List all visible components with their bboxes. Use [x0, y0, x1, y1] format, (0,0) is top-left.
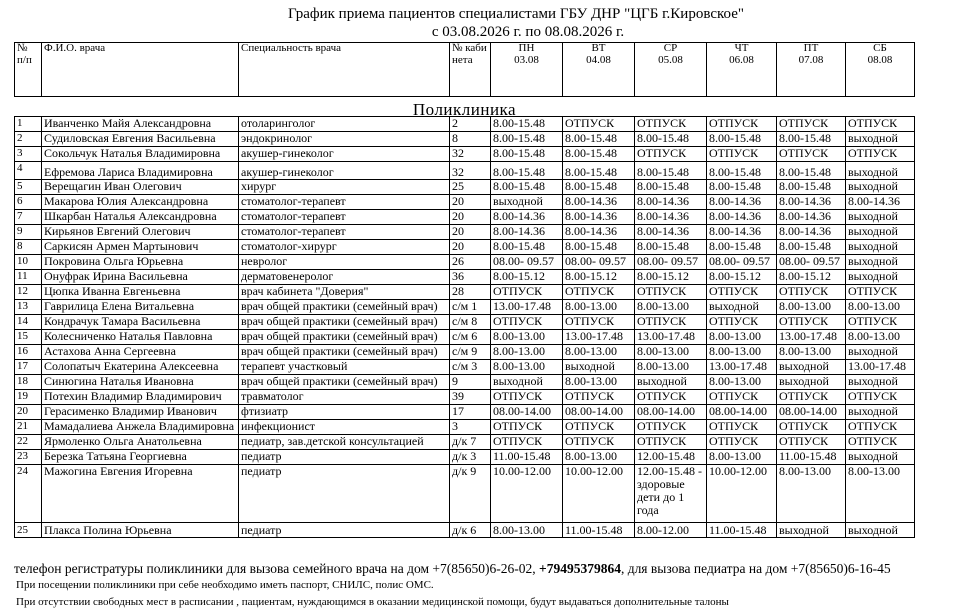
day-schedule: выходной [707, 300, 777, 315]
day-schedule: 8.00-15.48 [707, 180, 777, 195]
day-schedule: ОТПУСК [491, 285, 563, 300]
day-schedule: 8.00-15.48 [563, 132, 635, 147]
day-schedule: 8.00-15.48 [777, 132, 846, 147]
header-spec: Специальность врача [239, 43, 450, 97]
day-schedule: 8.00-15.48 [707, 132, 777, 147]
row-number: 16 [15, 345, 42, 360]
row-number: 25 [15, 523, 42, 538]
row-number: 20 [15, 405, 42, 420]
day-schedule: ОТПУСК [707, 315, 777, 330]
day-schedule: 8.00-15.12 [777, 270, 846, 285]
section-row [15, 97, 915, 117]
day-schedule: ОТПУСК [777, 117, 846, 132]
day-schedule: ОТПУСК [707, 435, 777, 450]
schedule-title: График приема пациентов специалистами ГБУ ДНР "ЦГБ г.Кировское" [288, 6, 744, 22]
doctor-name: Онуфрак Ирина Васильевна [42, 270, 239, 285]
day-schedule: 8.00-12.00 [635, 523, 707, 538]
doctor-specialty: эндокринолог [239, 132, 450, 147]
schedule-table [14, 42, 915, 538]
room-number: 9 [450, 375, 491, 390]
doctor-name: Саркисян Армен Мартынович [42, 240, 239, 255]
table-row [15, 360, 915, 375]
doctor-specialty: врач общей практики (семейный врач) [239, 300, 450, 315]
day-schedule: 8.00-15.48 [635, 240, 707, 255]
day-schedule: 8.00-13.00 [707, 375, 777, 390]
day-schedule: 13.00-17.48 [707, 360, 777, 375]
doctor-specialty: стоматолог-хирург [239, 240, 450, 255]
day-schedule: ОТПУСК [563, 390, 635, 405]
day-schedule: выходной [846, 255, 915, 270]
day-schedule: 8.00-15.12 [491, 270, 563, 285]
table-header-row [15, 43, 915, 97]
day-schedule: 8.00-15.48 [491, 117, 563, 132]
day-schedule: 8.00-13.00 [563, 345, 635, 360]
day-schedule: выходной [491, 375, 563, 390]
doctor-name: Мажогина Евгения Игоревна [42, 465, 239, 523]
table-row [15, 405, 915, 420]
day-schedule: 11.00-15.48 [777, 450, 846, 465]
header-day-fri: ПТ 07.08 [777, 43, 846, 97]
row-number: 23 [15, 450, 42, 465]
day-schedule: 8.00-14.36 [563, 195, 635, 210]
doctor-specialty: врач общей практики (семейный врач) [239, 330, 450, 345]
day-schedule: 8.00-14.36 [777, 210, 846, 225]
doctor-specialty: врач общей практики (семейный врач) [239, 375, 450, 390]
day-schedule: 8.00-15.12 [707, 270, 777, 285]
day-schedule: 8.00-14.36 [777, 195, 846, 210]
row-number: 1 [15, 117, 42, 132]
doctor-specialty: врач кабинета "Доверия" [239, 285, 450, 300]
day-schedule: ОТПУСК [563, 285, 635, 300]
day-schedule: 8.00-14.36 [635, 210, 707, 225]
day-schedule: ОТПУСК [635, 315, 707, 330]
day-schedule: ОТПУСК [846, 285, 915, 300]
day-schedule: 8.00-15.48 [777, 240, 846, 255]
day-schedule: 12.00-15.48 [635, 450, 707, 465]
day-schedule: ОТПУСК [846, 147, 915, 162]
day-schedule: 13.00-17.48 [777, 330, 846, 345]
day-schedule: ОТПУСК [491, 390, 563, 405]
day-schedule: 08.00-14.00 [563, 405, 635, 420]
day-schedule: 8.00-15.48 [707, 240, 777, 255]
row-number: 24 [15, 465, 42, 523]
day-schedule: ОТПУСК [563, 315, 635, 330]
day-schedule: 8.00-13.00 [777, 345, 846, 360]
day-schedule: 8.00-15.48 [635, 180, 707, 195]
day-schedule: 8.00-15.12 [563, 270, 635, 285]
day-schedule: 8.00-15.48 [491, 162, 563, 180]
doctor-name: Синюгина Наталья Ивановна [42, 375, 239, 390]
doctor-name: Солопатыч Екатерина Алексеевна [42, 360, 239, 375]
row-number: 18 [15, 375, 42, 390]
doctor-name: Кирьянов Евгений Олегович [42, 225, 239, 240]
table-row [15, 523, 915, 538]
doctor-specialty: инфекционист [239, 420, 450, 435]
doctor-name: Астахова Анна Сергеевна [42, 345, 239, 360]
day-schedule: 8.00-14.36 [635, 225, 707, 240]
day-schedule: 8.00-14.36 [707, 225, 777, 240]
day-schedule: 8.00-14.36 [707, 195, 777, 210]
day-schedule: выходной [635, 375, 707, 390]
room-number: 28 [450, 285, 491, 300]
doctor-name: Мамадалиева Анжела Владимировна [42, 420, 239, 435]
room-number: с/м 1 [450, 300, 491, 315]
day-schedule: выходной [846, 240, 915, 255]
header-num: № п/п [15, 43, 42, 97]
doctor-name: Сокольчук Наталья Владимировна [42, 147, 239, 162]
room-number: 26 [450, 255, 491, 270]
table-row [15, 420, 915, 435]
doctor-specialty: акушер-гинеколог [239, 147, 450, 162]
doctor-name: Цюпка Иванна Евгеньевна [42, 285, 239, 300]
day-schedule: 8.00-15.48 [491, 132, 563, 147]
day-schedule: 08.00- 09.57 [635, 255, 707, 270]
day-schedule: 8.00-15.48 [707, 162, 777, 180]
day-schedule: ОТПУСК [846, 117, 915, 132]
day-schedule: выходной [846, 345, 915, 360]
day-schedule: ОТПУСК [707, 117, 777, 132]
day-schedule: ОТПУСК [635, 420, 707, 435]
day-schedule: ОТПУСК [635, 390, 707, 405]
room-number: 39 [450, 390, 491, 405]
row-number: 4 [15, 162, 42, 180]
header-day-thu: ЧТ 06.08 [707, 43, 777, 97]
day-schedule: 8.00-13.00 [707, 345, 777, 360]
day-schedule: 08.00-14.00 [707, 405, 777, 420]
doctor-specialty: терапевт участковый [239, 360, 450, 375]
table-row [15, 465, 915, 523]
room-number: д/к 7 [450, 435, 491, 450]
table-row [15, 270, 915, 285]
day-schedule: выходной [846, 375, 915, 390]
doctor-name: Плакса Полина Юрьевна [42, 523, 239, 538]
day-schedule: ОТПУСК [777, 435, 846, 450]
day-schedule: 8.00-15.48 [563, 240, 635, 255]
day-schedule: 12.00-15.48 - здоровые дети до 1 года [635, 465, 707, 523]
day-schedule: 8.00-13.00 [707, 450, 777, 465]
day-schedule: 10.00-12.00 [563, 465, 635, 523]
day-schedule: выходной [846, 132, 915, 147]
day-schedule: ОТПУСК [491, 315, 563, 330]
day-schedule: 8.00-13.00 [563, 375, 635, 390]
day-schedule: выходной [846, 180, 915, 195]
table-row [15, 162, 915, 180]
day-schedule: ОТПУСК [563, 435, 635, 450]
room-number: 25 [450, 180, 491, 195]
doctor-name: Колесниченко Наталья Павловна [42, 330, 239, 345]
day-schedule: 8.00-14.36 [563, 225, 635, 240]
row-number: 14 [15, 315, 42, 330]
room-number: д/к 9 [450, 465, 491, 523]
day-schedule: ОТПУСК [491, 420, 563, 435]
row-number: 12 [15, 285, 42, 300]
day-schedule: ОТПУСК [777, 420, 846, 435]
day-schedule: 8.00-13.00 [777, 300, 846, 315]
day-schedule: 8.00-13.00 [491, 330, 563, 345]
day-schedule: 11.00-15.48 [563, 523, 635, 538]
day-schedule: выходной [846, 270, 915, 285]
day-schedule: 8.00-13.00 [635, 300, 707, 315]
day-schedule: ОТПУСК [563, 117, 635, 132]
day-schedule: 8.00-14.36 [635, 195, 707, 210]
doctor-specialty: невролог [239, 255, 450, 270]
extra-tickets-note: При отсутствии свободных мест в расписании , пациентам, нуждающимся в оказании медицинской помощи, будут выдаваться дополнительные талоны [16, 596, 729, 608]
day-schedule: 8.00-15.48 [491, 180, 563, 195]
day-schedule: 8.00-13.00 [846, 330, 915, 345]
day-schedule: ОТПУСК [777, 315, 846, 330]
room-number: д/к 3 [450, 450, 491, 465]
day-schedule: ОТПУСК [635, 117, 707, 132]
day-schedule: ОТПУСК [846, 420, 915, 435]
day-schedule: 8.00-15.48 [563, 162, 635, 180]
doctor-specialty: фтизиатр [239, 405, 450, 420]
registry-phones: телефон регистратуры поликлиники для вызова семейного врача на дом +7(85650)6-26-02, +79495379864, для вызова педиатра на дом +7(85650)6-16-45 [14, 561, 891, 576]
table-row [15, 330, 915, 345]
doctor-name: Герасименко Владимир Иванович [42, 405, 239, 420]
day-schedule: 8.00-13.00 [707, 330, 777, 345]
row-number: 19 [15, 390, 42, 405]
doctor-specialty: стоматолог-терапевт [239, 210, 450, 225]
day-schedule: 8.00-13.00 [846, 465, 915, 523]
table-row [15, 315, 915, 330]
day-schedule: 8.00-13.00 [491, 360, 563, 375]
day-schedule: 8.00-15.48 [491, 147, 563, 162]
table-row [15, 375, 915, 390]
day-schedule: ОТПУСК [846, 315, 915, 330]
day-schedule: 8.00-13.00 [635, 360, 707, 375]
day-schedule: 8.00-13.00 [563, 450, 635, 465]
day-schedule: 8.00-15.48 [777, 162, 846, 180]
table-row [15, 255, 915, 270]
header-day-sat: СБ 08.08 [846, 43, 915, 97]
day-schedule: 8.00-14.36 [563, 210, 635, 225]
day-schedule: ОТПУСК [777, 390, 846, 405]
room-number: 36 [450, 270, 491, 285]
row-number: 8 [15, 240, 42, 255]
room-number: д/к 6 [450, 523, 491, 538]
table-row [15, 285, 915, 300]
day-schedule: 8.00-15.12 [635, 270, 707, 285]
table-row [15, 240, 915, 255]
day-schedule: выходной [563, 360, 635, 375]
room-number: 32 [450, 162, 491, 180]
doctor-name: Покровина Ольга Юрьевна [42, 255, 239, 270]
row-number: 6 [15, 195, 42, 210]
day-schedule: 08.00-14.00 [491, 405, 563, 420]
day-schedule: выходной [846, 210, 915, 225]
table-row [15, 390, 915, 405]
header-name: Ф.И.О. врача [42, 43, 239, 97]
day-schedule: ОТПУСК [777, 147, 846, 162]
header-day-wed: СР 05.08 [635, 43, 707, 97]
doctor-name: Ефремова Лариса Владимировна [42, 162, 239, 180]
day-schedule: ОТПУСК [707, 390, 777, 405]
room-number: 3 [450, 420, 491, 435]
doctor-name: Макарова Юлия Александровна [42, 195, 239, 210]
doctor-name: Потехин Владимир Владимирович [42, 390, 239, 405]
day-schedule: выходной [846, 523, 915, 538]
day-schedule: выходной [777, 375, 846, 390]
doctor-specialty: врач общей практики (семейный врач) [239, 315, 450, 330]
room-number: с/м 8 [450, 315, 491, 330]
day-schedule: ОТПУСК [707, 147, 777, 162]
row-number: 9 [15, 225, 42, 240]
room-number: 32 [450, 147, 491, 162]
doctor-name: Ярмоленко Ольга Анатольевна [42, 435, 239, 450]
day-schedule: 13.00-17.48 [491, 300, 563, 315]
day-schedule: 13.00-17.48 [635, 330, 707, 345]
room-number: 17 [450, 405, 491, 420]
day-schedule: 10.00-12.00 [491, 465, 563, 523]
day-schedule: 11.00-15.48 [491, 450, 563, 465]
day-schedule: ОТПУСК [635, 435, 707, 450]
day-schedule: 13.00-17.48 [846, 360, 915, 375]
room-number: 20 [450, 225, 491, 240]
row-number: 17 [15, 360, 42, 375]
day-schedule: ОТПУСК [707, 285, 777, 300]
doctor-specialty: хирург [239, 180, 450, 195]
doctor-name: Судиловская Евгения Васильевна [42, 132, 239, 147]
day-schedule: выходной [846, 225, 915, 240]
day-schedule: ОТПУСК [707, 420, 777, 435]
room-number: 8 [450, 132, 491, 147]
day-schedule: 10.00-12.00 [707, 465, 777, 523]
day-schedule: 8.00-14.36 [777, 225, 846, 240]
day-schedule: 13.00-17.48 [563, 330, 635, 345]
day-schedule: выходной [846, 162, 915, 180]
day-schedule: ОТПУСК [846, 390, 915, 405]
row-number: 13 [15, 300, 42, 315]
day-schedule: выходной [777, 523, 846, 538]
day-schedule: 8.00-14.36 [491, 225, 563, 240]
day-schedule: 8.00-15.48 [563, 147, 635, 162]
day-schedule: 8.00-15.48 [491, 240, 563, 255]
table-row [15, 300, 915, 315]
day-schedule: ОТПУСК [846, 435, 915, 450]
day-schedule: 08.00- 09.57 [563, 255, 635, 270]
day-schedule: 08.00-14.00 [777, 405, 846, 420]
day-schedule: ОТПУСК [635, 285, 707, 300]
day-schedule: 8.00-13.00 [491, 345, 563, 360]
day-schedule: 8.00-13.00 [563, 300, 635, 315]
doctor-name: Иванченко Майя Александровна [42, 117, 239, 132]
doctor-specialty: стоматолог-терапевт [239, 195, 450, 210]
section-title: Поликлиника [412, 100, 517, 117]
day-schedule: выходной [846, 450, 915, 465]
doctor-name: Верещагин Иван Олегович [42, 180, 239, 195]
table-row [15, 147, 915, 162]
doctor-name: Шкарбан Наталья Александровна [42, 210, 239, 225]
doctor-specialty: стоматолог-терапевт [239, 225, 450, 240]
row-number: 21 [15, 420, 42, 435]
day-schedule: ОТПУСК [635, 147, 707, 162]
table-row [15, 450, 915, 465]
row-number: 3 [15, 147, 42, 162]
table-row [15, 117, 915, 132]
day-schedule: 08.00- 09.57 [491, 255, 563, 270]
day-schedule: 8.00-15.48 [635, 132, 707, 147]
doctor-specialty: педиатр [239, 465, 450, 523]
row-number: 15 [15, 330, 42, 345]
table-row [15, 195, 915, 210]
day-schedule: выходной [846, 405, 915, 420]
day-schedule: ОТПУСК [563, 420, 635, 435]
header-day-mon: ПН 03.08 [491, 43, 563, 97]
doctor-specialty: дерматовенеролог [239, 270, 450, 285]
doctor-name: Березка Татьяна Георгиевна [42, 450, 239, 465]
documents-note: При посещении поликлиники при себе необходимо иметь паспорт, СНИЛС, полис ОМС. [16, 579, 434, 591]
table-row [15, 345, 915, 360]
row-number: 11 [15, 270, 42, 285]
room-number: с/м 3 [450, 360, 491, 375]
schedule-period: с 03.08.2026 г. по 08.08.2026 г. [431, 24, 625, 40]
doctor-specialty: отоларинголог [239, 117, 450, 132]
day-schedule: 8.00-15.48 [635, 162, 707, 180]
row-number: 2 [15, 132, 42, 147]
doctor-name: Кондрачук Тамара Васильевна [42, 315, 239, 330]
table-row [15, 210, 915, 225]
day-schedule: 08.00-14.00 [635, 405, 707, 420]
header-day-tue: ВТ 04.08 [563, 43, 635, 97]
doctor-specialty: врач общей практики (семейный врач) [239, 345, 450, 360]
day-schedule: 8.00-13.00 [491, 523, 563, 538]
row-number: 22 [15, 435, 42, 450]
day-schedule: 08.00- 09.57 [707, 255, 777, 270]
room-number: 20 [450, 195, 491, 210]
doctor-specialty: акушер-гинеколог [239, 162, 450, 180]
doctor-specialty: педиатр [239, 523, 450, 538]
day-schedule: 8.00-13.00 [635, 345, 707, 360]
doctor-specialty: травматолог [239, 390, 450, 405]
day-schedule: ОТПУСК [491, 435, 563, 450]
day-schedule: выходной [491, 195, 563, 210]
day-schedule: 8.00-14.36 [846, 195, 915, 210]
day-schedule: ОТПУСК [777, 285, 846, 300]
room-number: 20 [450, 240, 491, 255]
doctor-specialty: педиатр [239, 450, 450, 465]
room-number: 20 [450, 210, 491, 225]
day-schedule: 8.00-14.36 [491, 210, 563, 225]
table-row [15, 225, 915, 240]
registry-mobile-phone: +79495379864 [539, 561, 621, 576]
day-schedule: 8.00-14.36 [707, 210, 777, 225]
day-schedule: 8.00-13.00 [846, 300, 915, 315]
doctor-name: Гаврилица Елена Витальевна [42, 300, 239, 315]
day-schedule: 8.00-13.00 [777, 465, 846, 523]
room-number: 2 [450, 117, 491, 132]
doctor-specialty: педиатр, зав.детской консультацией [239, 435, 450, 450]
table-row [15, 132, 915, 147]
day-schedule: 08.00- 09.57 [777, 255, 846, 270]
table-row [15, 180, 915, 195]
row-number: 10 [15, 255, 42, 270]
header-room: № кабинета [450, 43, 491, 97]
room-number: с/м 9 [450, 345, 491, 360]
day-schedule: 8.00-15.48 [777, 180, 846, 195]
table-row [15, 435, 915, 450]
row-number: 5 [15, 180, 42, 195]
row-number: 7 [15, 210, 42, 225]
day-schedule: 8.00-15.48 [563, 180, 635, 195]
day-schedule: 11.00-15.48 [707, 523, 777, 538]
day-schedule: выходной [777, 360, 846, 375]
room-number: с/м 6 [450, 330, 491, 345]
